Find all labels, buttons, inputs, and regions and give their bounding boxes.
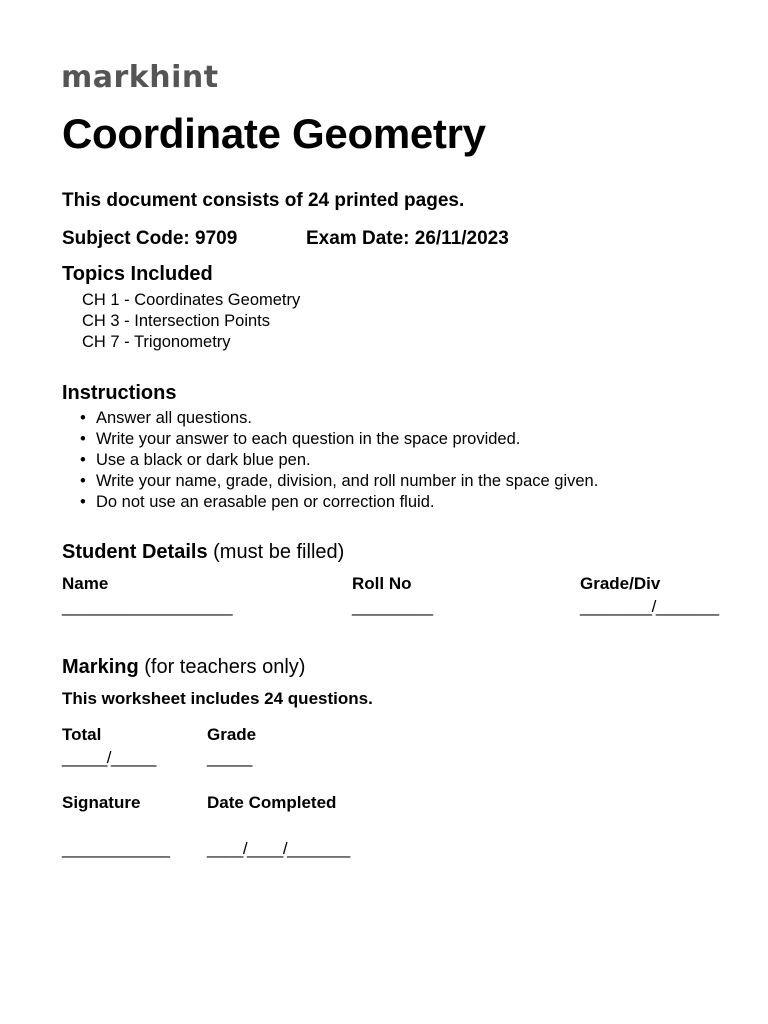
total-label: Total [62, 725, 102, 744]
grade-div-label: Grade/Div [580, 574, 661, 593]
grade-label: Grade [207, 725, 257, 744]
page-count-text: This document consists of 24 printed pages. [62, 190, 465, 211]
roll-no-label: Roll No [352, 574, 412, 593]
instructions-heading: Instructions [62, 382, 177, 404]
grade-div-field[interactable]: ________/_______ [580, 597, 719, 616]
date-completed-field[interactable]: ____/____/_______ [207, 839, 350, 858]
subject-code: Subject Code: 9709 [62, 228, 238, 249]
student-details-title: Student Details [62, 541, 208, 563]
roll-no-field[interactable]: _________ [352, 597, 433, 616]
marking-heading [62, 656, 305, 679]
student-details-heading [62, 541, 344, 564]
instruction-item: • Write your name, grade, division, and roll number in the space given. [80, 471, 598, 492]
marking-note: (for teachers only) [138, 656, 306, 678]
name-field[interactable]: ___________________ [62, 597, 233, 616]
instructions-list [80, 408, 598, 513]
exam-date: Exam Date: 26/11/2023 [306, 228, 509, 249]
topics-list [82, 290, 300, 353]
grade-field[interactable]: _____ [207, 748, 252, 767]
brand-logo: markhint [61, 60, 219, 95]
topic-item: CH 1 - Coordinates Geometry [82, 291, 301, 309]
signature-label: Signature [62, 793, 141, 812]
date-completed-label: Date Completed [207, 793, 337, 812]
question-count-text: This worksheet includes 24 questions. [62, 689, 373, 708]
student-details-note: (must be filled) [207, 541, 345, 563]
instruction-item: • Do not use an erasable pen or correction fluid. [80, 492, 598, 513]
signature-field[interactable]: ____________ [62, 839, 170, 858]
instruction-item: • Use a black or dark blue pen. [80, 450, 598, 471]
marking-title: Marking [62, 656, 139, 678]
topic-item: CH 7 - Trigonometry [82, 333, 231, 351]
instruction-item: • Write your answer to each question in the space provided. [80, 429, 598, 450]
topics-heading: Topics Included [62, 263, 213, 285]
instruction-item: • Answer all questions. [80, 408, 598, 429]
name-label: Name [62, 574, 109, 593]
page-title: Coordinate Geometry [62, 110, 486, 157]
total-field[interactable]: _____/_____ [62, 748, 156, 767]
topic-item: CH 3 - Intersection Points [82, 312, 270, 330]
